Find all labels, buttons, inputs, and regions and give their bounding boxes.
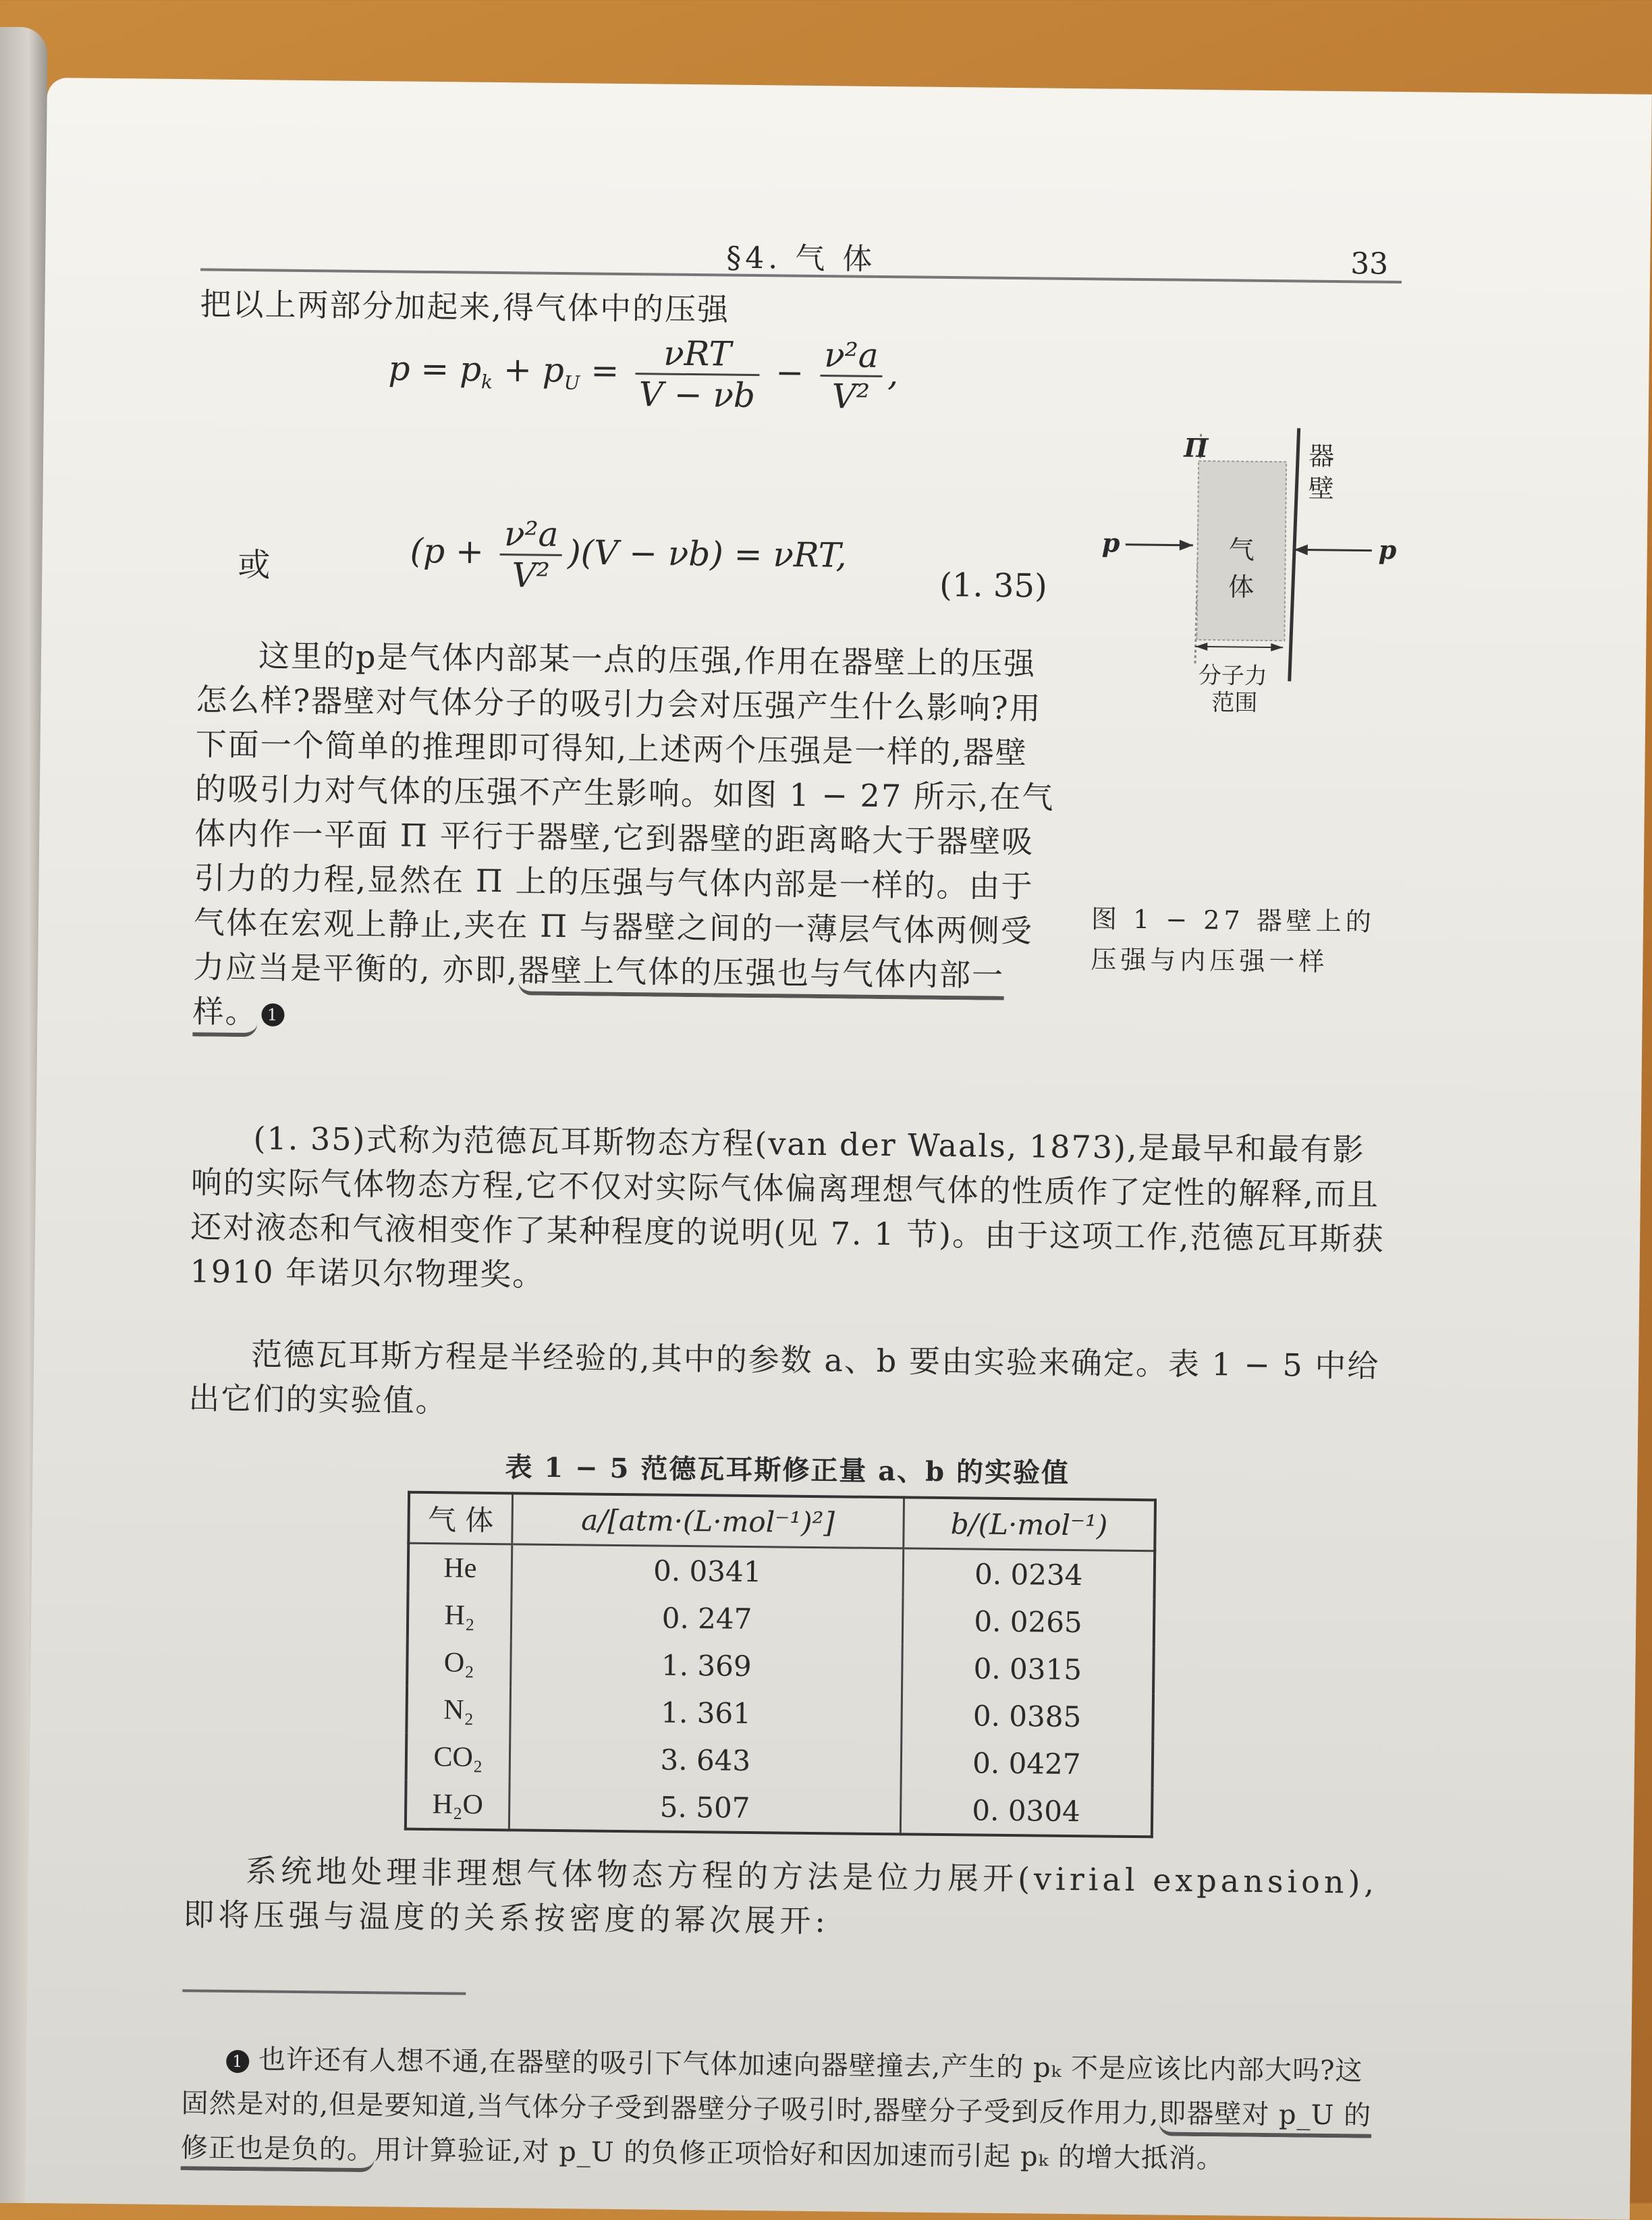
running-header [200, 214, 1402, 283]
table-row: H₂O 5. 507 0. 0304 [406, 1781, 1153, 1837]
table-caption: 表 1 − 5 范德瓦耳斯修正量 a、b 的实验值 [505, 1451, 1070, 1489]
section-title: §4. 气 体 [726, 240, 877, 277]
or-label: 或 [238, 545, 271, 585]
figure-1-27 [1070, 412, 1414, 996]
header-b: b/(L·mol⁻¹) [904, 1497, 1155, 1550]
paragraph-virial: 系统地处理非理想气体物态方程的方法是位力展开(virial expansion),即将压强与温度的关系按密度的幂次展开: [183, 1852, 1379, 1940]
book-page [25, 78, 1652, 2220]
table-row: CO₂ 3. 643 0. 0427 [406, 1733, 1153, 1789]
footnote-number-icon: 1 [226, 2050, 249, 2073]
van-der-waals-table [404, 1491, 1157, 1839]
page-number: 33 [1350, 246, 1389, 281]
paragraph-parameters: 范德瓦耳斯方程是半经验的,其中的参数 a、b 要由实验来确定。表 1 − 5 中给出它们的实验值。 [188, 1336, 1380, 1419]
paragraph-van-der-waals: (1. 35)式称为范德瓦耳斯物态方程(van der Waals, 1873),是最早和最有影响的实际气体物态方程,它不仅对实际气体偏离理想气体的性质作了定性的解释,而且还对液态和气液相变作了某种程度的说明(见 7. 1 节)。由于这项工作,范德瓦耳斯获 1910 年诺贝尔物理奖。 [190, 1120, 1385, 1293]
range-label-1: 分子力 [1198, 661, 1268, 690]
plane-label: Π [1184, 432, 1209, 464]
range-label-2: 范围 [1211, 689, 1258, 717]
wall-label-2: 壁 [1308, 473, 1334, 504]
footnote-divider [182, 1989, 466, 1995]
header-a: a/[atm·(L·mol⁻¹)²] [512, 1493, 904, 1548]
equation-pressure: $p = p_k + p_U$ = $\frac{\text{νRT}}{V - \nu b}$ − $\frac{\text{ν²a}}{\text{V²}}$ , [388, 333, 899, 416]
footnote-marker: 1 [261, 1003, 284, 1026]
table-row: N₂ 1. 361 0. 0385 [406, 1686, 1153, 1741]
table-row: O₂ 1. 369 0. 0315 [407, 1639, 1154, 1694]
footnote: 1 也许还有人想不通,在器壁的吸引下气体加速向器壁撞去,产生的 pₖ 不是应该比内部大吗?这固然是对的,但是要知道,当气体分子受到器壁分子吸引时,器壁分子受到反作用力,即器壁对 p_U 的修正也是负的。用计算验证,对 p_U 的负修正项恰好和因加速而引起 pₖ 的增大抵消。 [180, 2044, 1372, 2175]
paragraph-wall-pressure: 这里的p是气体内部某一点的压强,作用在器壁上的压强怎么样?器壁对气体分子的吸引力会对压强产生什么影响?用下面一个简单的推理即可得知,上述两个压强是一样的,器壁的吸引力对气体的压强不产生影响。如图 1 − 27 所示,在气体内作一平面 Π 平行于器壁,它到器壁的距离略大于器壁吸引力的力程,显然在 Π 上的压强与气体内部是一样的。由于气体在宏观上静止,夹在 Π 与器壁之间的一薄层气体两侧受力应当是平衡的, 亦即,器壁上气体的压强也与气体内部一样。 1 [192, 632, 1060, 1042]
left-pressure-label: p [1101, 527, 1120, 558]
right-pressure-label: p [1378, 534, 1397, 565]
intro-text: 把以上两部分加起来,得气体中的压强 [200, 286, 730, 328]
header-gas: 气 体 [408, 1492, 512, 1544]
handwritten-underline: 器壁上气体的压强也与气体内部一样。 [192, 952, 1004, 1037]
table-row: H₂ 0. 247 0. 0265 [408, 1592, 1155, 1647]
wall-label-1: 器 [1309, 441, 1335, 472]
equation-van-der-waals: (p + $\frac{\text{ν²a}}{\text{V²}}$ )(V − νb) = νRT, [410, 514, 847, 595]
figure-caption: 图 1 − 27 器壁上的 压强与内压强一样 [1091, 904, 1375, 977]
table-header-row [408, 1492, 1155, 1551]
table-row: He 0. 0341 0. 0234 [408, 1543, 1155, 1599]
gas-label-2: 体 [1228, 572, 1255, 602]
handwritten-underline: 即器壁对 p_U 的修正也是负的。 [181, 2098, 1372, 2172]
equation-number: (1. 35) [939, 566, 1048, 605]
gas-label-1: 气 [1228, 535, 1255, 565]
